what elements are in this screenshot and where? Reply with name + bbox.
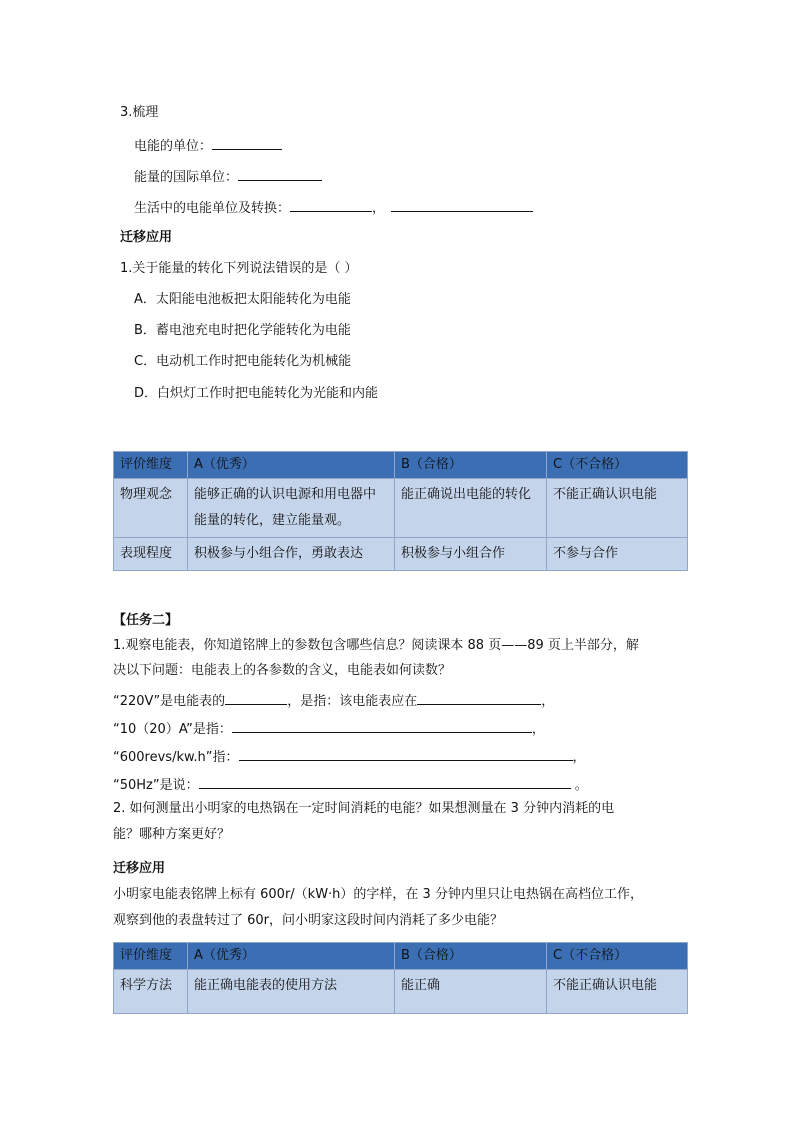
fill-line-revs [113,746,586,767]
table-row [114,970,688,1014]
table-cell: 积极参与小组合作 [395,538,547,571]
section-title: 3.梳理 [120,105,159,120]
question-text: 1.观察电能表，你知道铭牌上的参数包含哪些信息？阅读课本 88 页——89 页上半部分，解 [113,638,639,653]
separator: ， [372,201,386,216]
table-header-cell: 评价维度 [114,452,188,479]
question-text: 1.关于能量的转化下列说法错误的是（ ） [120,261,358,276]
fill-line-conversion [134,197,533,218]
table-cell: 表现程度 [114,538,188,571]
punct: 。 [570,778,588,793]
table-header-cell: 评价维度 [114,943,188,970]
fill-label: ，是指：该电能表应在 [287,694,418,709]
section-heading: 迁移应用 [113,861,166,876]
table-cell: 积极参与小组合作，勇敢表达 [188,538,395,571]
table-cell: 不能正确认识电能 [547,970,688,1014]
question-text: 决以下问题：电能表上的各参数的含义，电能表如何读数？ [113,663,452,678]
table-cell: 物理观念 [114,479,188,538]
table-cell: 能正确说出电能的转化 [395,479,547,538]
problem-text: 观察到他的表盘转过了 60r，问小明家这段时间内消耗了多少电能？ [113,913,504,928]
table-row [114,479,688,538]
table-header-row [114,452,688,479]
fill-label: “10（20）A”是指： [113,722,232,737]
blank-field[interactable] [391,197,533,212]
option-a[interactable]: A．太阳能电池板把太阳能转化为电能 [134,292,351,307]
evaluation-table-2 [113,942,688,1014]
question-text: 2. 如何测量出小明家的电热锅在一定时间消耗的电能？如果想测量在 3 分钟内消耗的电 [113,801,615,816]
option-b[interactable]: B．蓄电池充电时把化学能转化为电能 [134,323,351,338]
option-c[interactable]: C．电动机工作时把电能转化为机械能 [134,354,352,369]
table-header-cell: A（优秀） [188,452,395,479]
blank-field[interactable] [417,690,541,705]
fill-label: “600revs/kw.h”指： [113,750,239,765]
table-cell: 能正确电能表的使用方法 [188,970,395,1014]
section-heading: 迁移应用 [120,230,173,245]
blank-field[interactable] [199,774,571,789]
table-header-cell: B（合格） [395,452,547,479]
table-cell: 能够正确的认识电源和用电器中能量的转化，建立能量观。 [188,479,395,538]
table-cell: 不能正确认识电能 [547,479,688,538]
fill-line-si-unit [134,166,322,187]
question-text: 能？哪种方案更好？ [113,827,231,842]
option-d[interactable]: D．白炽灯工作时把电能转化为光能和内能 [134,386,379,401]
table-header-cell: B（合格） [395,943,547,970]
blank-field[interactable] [290,197,372,212]
fill-label: 生活中的电能单位及转换： [134,201,291,216]
table-header-cell: C（不合格） [547,452,688,479]
punct: ， [541,694,555,709]
fill-line-energy-unit [134,135,282,156]
problem-text: 小明家电能表铭牌上标有 600r/（kW·h）的字样，在 3 分钟内里只让电热锅在高档位工作， [113,887,643,902]
table-cell: 不参与合作 [547,538,688,571]
fill-label: “220V”是电能表的 [113,694,226,709]
table-row [114,538,688,571]
table-header-cell: C（不合格） [547,943,688,970]
table-cell: 科学方法 [114,970,188,1014]
blank-field[interactable] [225,690,287,705]
fill-line-220v [113,690,554,711]
task-title: 【任务二】 [113,613,179,628]
punct: ， [531,722,545,737]
blank-field[interactable] [239,746,573,761]
blank-field[interactable] [238,166,322,181]
table-header-row [114,943,688,970]
table-header-cell: A（优秀） [188,943,395,970]
fill-line-current [113,718,545,739]
table-cell: 能正确 [395,970,547,1014]
blank-field[interactable] [232,718,532,733]
punct: ， [572,750,586,765]
blank-field[interactable] [212,135,282,150]
fill-label: “50Hz”是说： [113,778,199,793]
evaluation-table-1 [113,451,688,571]
fill-label: 电能的单位： [134,139,213,154]
fill-label: 能量的国际单位： [134,170,239,185]
fill-line-frequency [113,774,588,795]
